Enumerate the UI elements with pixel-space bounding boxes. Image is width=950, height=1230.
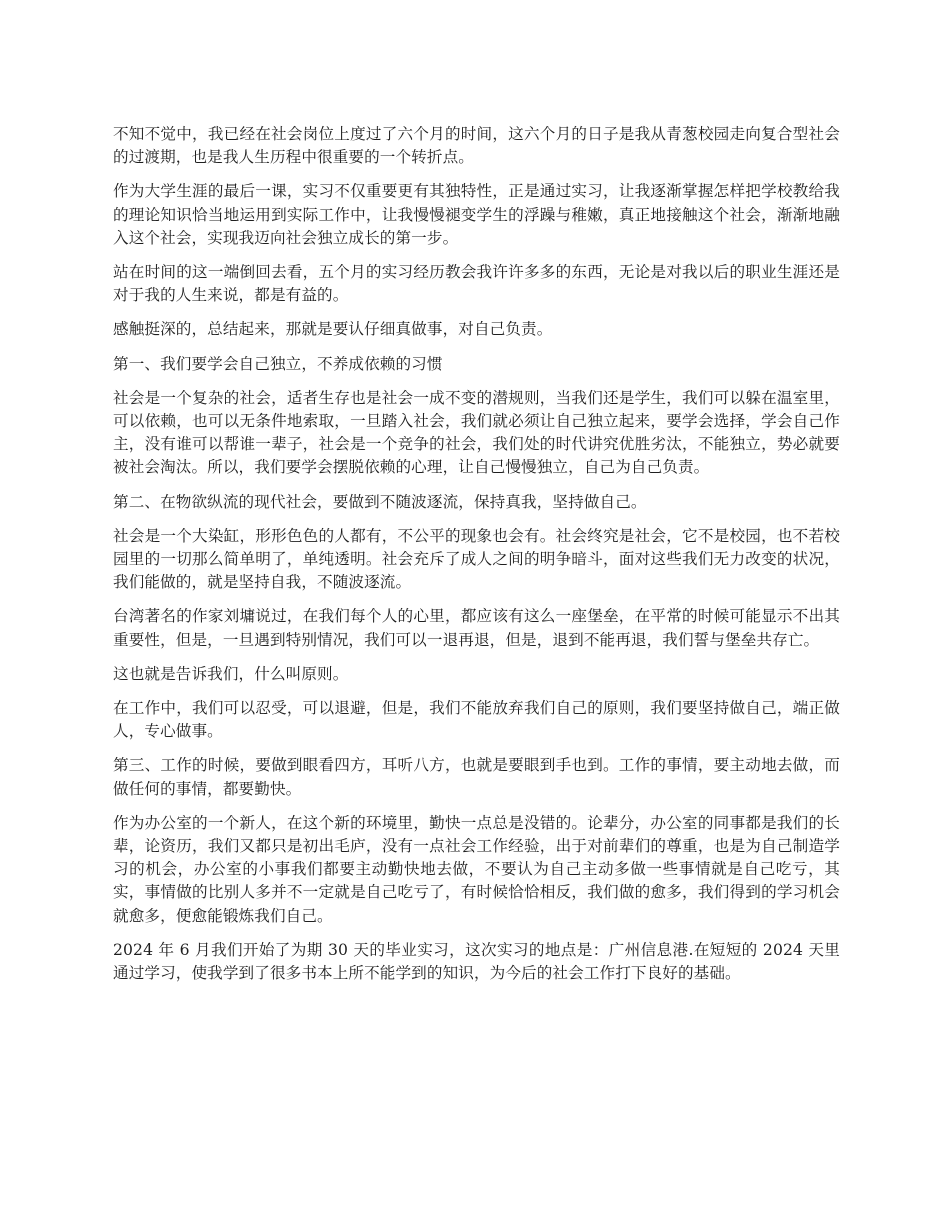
paragraph-summary: 感触挺深的，总结起来，那就是要认仔细真做事，对自己负责。 [113, 320, 553, 339]
paragraph-point-two-body: 社会是一个大染缸，形形色色的人都有，不公平的现象也会有。社会终究是社会，它不是校园，也不若校园里的一切那么简单明了，单纯透明。社会充斥了成人之间的明争暗斗，面对这些我们无力改变的状况，我们能做的，就是坚持自我，不随波逐流。 [113, 526, 840, 592]
paragraph-principle: 这也就是告诉我们，什么叫原则。 [113, 664, 349, 683]
paragraph-last-lesson: 作为大学生涯的最后一课，实习不仅重要更有其独特性，正是通过实习，让我逐渐掌握怎样把学校教给我的理论知识恰当地运用到实际工作中，让我慢慢褪变学生的浮躁与稚嫩，真正地接触这个社会，渐渐地融入这个社会，实现我迈向社会独立成长的第一步。 [113, 182, 840, 247]
paragraph-at-work: 在工作中，我们可以忍受，可以退避，但是，我们不能放弃我们自己的原则，我们要坚持做自己，端正做人，专心做事。 [113, 699, 840, 741]
paragraph-point-one-body: 社会是一个复杂的社会，适者生存也是社会一成不变的潜规则，当我们还是学生，我们可以躲在温室里，可以依赖，也可以无条件地索取，一旦踏入社会，我们就必须让自己独立起来，要学会选择，学会自己作主，没有谁可以帮谁一辈子，社会是一个竞争的社会，我们处的时代讲究优胜劣汰，不能独立，势必就要被社会淘汰。所以，我们要学会摆脱依赖的心理，让自己慢慢独立，自己为自己负责。 [113, 388, 840, 477]
document-body [113, 123, 840, 996]
paragraph-point-three-body: 作为办公室的一个新人，在这个新的环境里，勤快一点总是没错的。论辈分，办公室的同事都是我们的长辈，论资历，我们又都只是初出毛庐，没有一点社会工作经验，出于对前辈们的尊重，也是为自己制造学习的机会，办公室的小事我们都要主动勤快地去做，不要认为自己主动多做一些事情就是自己吃亏，其实，事情做的比别人多并不一定就是自己吃亏了，有时候恰恰相反，我们做的愈多，我们得到的学习机会就愈多，便愈能锻炼我们自己。 [113, 813, 840, 925]
paragraph-point-three-heading: 第三、工作的时候，要做到眼看四方，耳听八方，也就是要眼到手也到。工作的事情，要主动地去做，而做任何的事情，都要勤快。 [113, 756, 840, 798]
paragraph-intro: 不知不觉中，我已经在社会岗位上度过了六个月的时间，这六个月的日子是我从青葱校园走向复合型社会的过渡期，也是我人生历程中很重要的一个转折点。 [113, 125, 840, 167]
paragraph-point-two-heading: 第二、在物欲纵流的现代社会，要做到不随波逐流，保持真我，坚持做自己。 [113, 492, 647, 511]
paragraph-point-one-heading: 第一、我们要学会自己独立，不养成依赖的习惯 [113, 354, 443, 373]
paragraph-internship-info: 2024 年 6 月我们开始了为期 30 天的毕业实习，这次实习的地点是：广州信息港.在短短的 2024 天里通过学习，使我学到了很多书本上所不能学到的知识，为今后的社会工作打下良好的基础。 [113, 940, 840, 983]
paragraph-quote-liu-yong: 台湾著名的作家刘墉说过，在我们每个人的心里，都应该有这么一座堡垒，在平常的时候可能显示不出其重要性，但是，一旦遇到特别情况，我们可以一退再退，但是，退到不能再退，我们誓与堡垒共存亡。 [113, 607, 840, 649]
paragraph-looking-back: 站在时间的这一端倒回去看，五个月的实习经历教会我许许多多的东西，无论是对我以后的职业生涯还是对于我的人生来说，都是有益的。 [113, 263, 840, 305]
